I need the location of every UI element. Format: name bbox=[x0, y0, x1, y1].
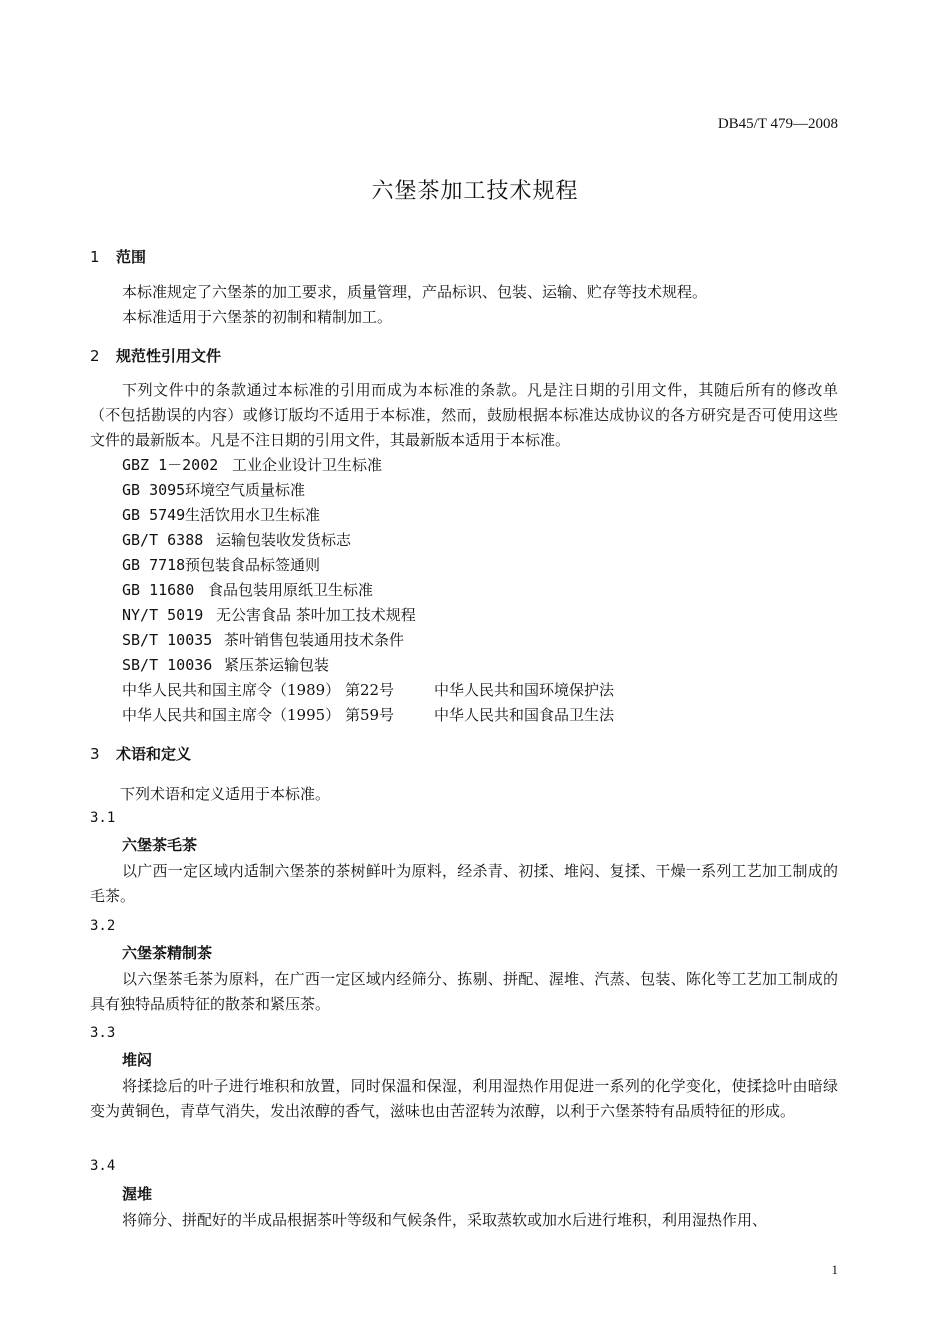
page-number: 1 bbox=[831, 1262, 838, 1277]
reference-name: 食品包装用原纸卫生标准 bbox=[208, 581, 374, 599]
reference-name: 中华人民共和国食品卫生法 bbox=[434, 706, 615, 724]
reference-name: 预包装食品标签通则 bbox=[185, 556, 321, 574]
reference-code: GB 5749 bbox=[122, 506, 186, 524]
reference-item bbox=[122, 703, 614, 728]
reference-item bbox=[122, 628, 404, 653]
term-name: 六堡茶精制茶 bbox=[122, 944, 213, 962]
reference-name: 运输包装收发货标志 bbox=[216, 531, 352, 549]
term-definition: 将揉捻后的叶子进行堆积和放置，同时保温和保湿，利用湿热作用促进一系列的化学变化，使揉捻叶由暗绿变为黄铜色，青草气消失，发出浓醇的香气，滋味也由苦涩转为浓醇，以利于六堡茶特有品质特征的形成。 bbox=[90, 1077, 838, 1120]
term-number: 3.3 bbox=[90, 1025, 116, 1041]
reference-item bbox=[122, 653, 329, 678]
reference-name: 无公害食品 茶叶加工技术规程 bbox=[216, 606, 416, 624]
reference-item bbox=[122, 578, 373, 603]
reference-code: GBZ 1－2002 bbox=[122, 456, 219, 474]
reference-code: 中华人民共和国主席令（1995） 第59号 bbox=[122, 706, 395, 724]
standard-code: DB45/T 479—2008 bbox=[717, 116, 838, 132]
paragraph: 下列文件中的条款通过本标准的引用而成为本标准的条款。凡是注日期的引用文件，其随后所有的修改单（不包括勘误的内容）或修订版均不适用于本标准，然而，鼓励根据本标准达成协议的各方研究是否可使用这些文件的最新版本。凡是不注日期的引用文件，其最新版本适用于本标准。 bbox=[90, 381, 838, 449]
term-number: 3.1 bbox=[90, 810, 116, 826]
reference-item bbox=[122, 503, 320, 528]
section-number: 1 bbox=[90, 248, 100, 266]
term-name: 六堡茶毛茶 bbox=[122, 836, 198, 854]
reference-item bbox=[122, 453, 382, 478]
term-number: 3.2 bbox=[90, 918, 116, 934]
reference-code: GB 11680 bbox=[122, 581, 195, 599]
section-number: 2 bbox=[90, 347, 100, 365]
reference-item bbox=[122, 553, 320, 578]
reference-name: 工业企业设计卫生标准 bbox=[232, 456, 383, 474]
section-title: 范围 bbox=[116, 248, 147, 266]
reference-code: SB/T 10035 bbox=[122, 631, 213, 649]
document-title: 六堡茶加工技术规程 bbox=[371, 179, 579, 204]
reference-code: GB 7718 bbox=[122, 556, 186, 574]
reference-name: 中华人民共和国环境保护法 bbox=[434, 681, 615, 699]
section-heading-3 bbox=[90, 743, 191, 764]
reference-item bbox=[122, 678, 614, 703]
section-title: 规范性引用文件 bbox=[116, 347, 222, 365]
section-heading-1 bbox=[90, 246, 146, 267]
term-name: 堆闷 bbox=[122, 1051, 153, 1069]
reference-item bbox=[122, 478, 305, 503]
section-title: 术语和定义 bbox=[116, 745, 192, 763]
term-name: 渥堆 bbox=[122, 1185, 153, 1203]
reference-code: GB 3095 bbox=[122, 481, 186, 499]
reference-name: 紧压茶运输包装 bbox=[224, 656, 330, 674]
term-definition: 将筛分、拼配好的半成品根据茶叶等级和气候条件，采取蒸软或加水后进行堆积，利用湿热作用、 bbox=[122, 1211, 768, 1229]
reference-name: 环境空气质量标准 bbox=[185, 481, 306, 499]
paragraph: 下列术语和定义适用于本标准。 bbox=[120, 785, 331, 803]
reference-code: 中华人民共和国主席令（1989） 第22号 bbox=[122, 681, 395, 699]
reference-code: GB/T 6388 bbox=[122, 531, 204, 549]
reference-code: SB/T 10036 bbox=[122, 656, 213, 674]
paragraph: 本标准规定了六堡茶的加工要求，质量管理，产品标识、包装、运输、贮存等技术规程。 bbox=[122, 283, 708, 301]
reference-name: 生活饮用水卫生标准 bbox=[185, 506, 321, 524]
section-heading-2 bbox=[90, 345, 221, 366]
section-number: 3 bbox=[90, 745, 100, 763]
reference-item bbox=[122, 603, 416, 628]
term-definition: 以广西一定区域内适制六堡茶的茶树鲜叶为原料，经杀青、初揉、堆闷、复揉、干燥一系列工艺加工制成的毛茶。 bbox=[90, 862, 838, 905]
term-definition: 以六堡茶毛茶为原料，在广西一定区域内经筛分、拣剔、拼配、渥堆、汽蒸、包装、陈化等工艺加工制成的具有独特品质特征的散茶和紧压茶。 bbox=[90, 970, 838, 1013]
term-number: 3.4 bbox=[90, 1158, 116, 1174]
reference-item bbox=[122, 528, 351, 553]
reference-code: NY/T 5019 bbox=[122, 606, 204, 624]
paragraph: 本标准适用于六堡茶的初制和精制加工。 bbox=[122, 308, 393, 326]
reference-name: 茶叶销售包装通用技术条件 bbox=[224, 631, 405, 649]
